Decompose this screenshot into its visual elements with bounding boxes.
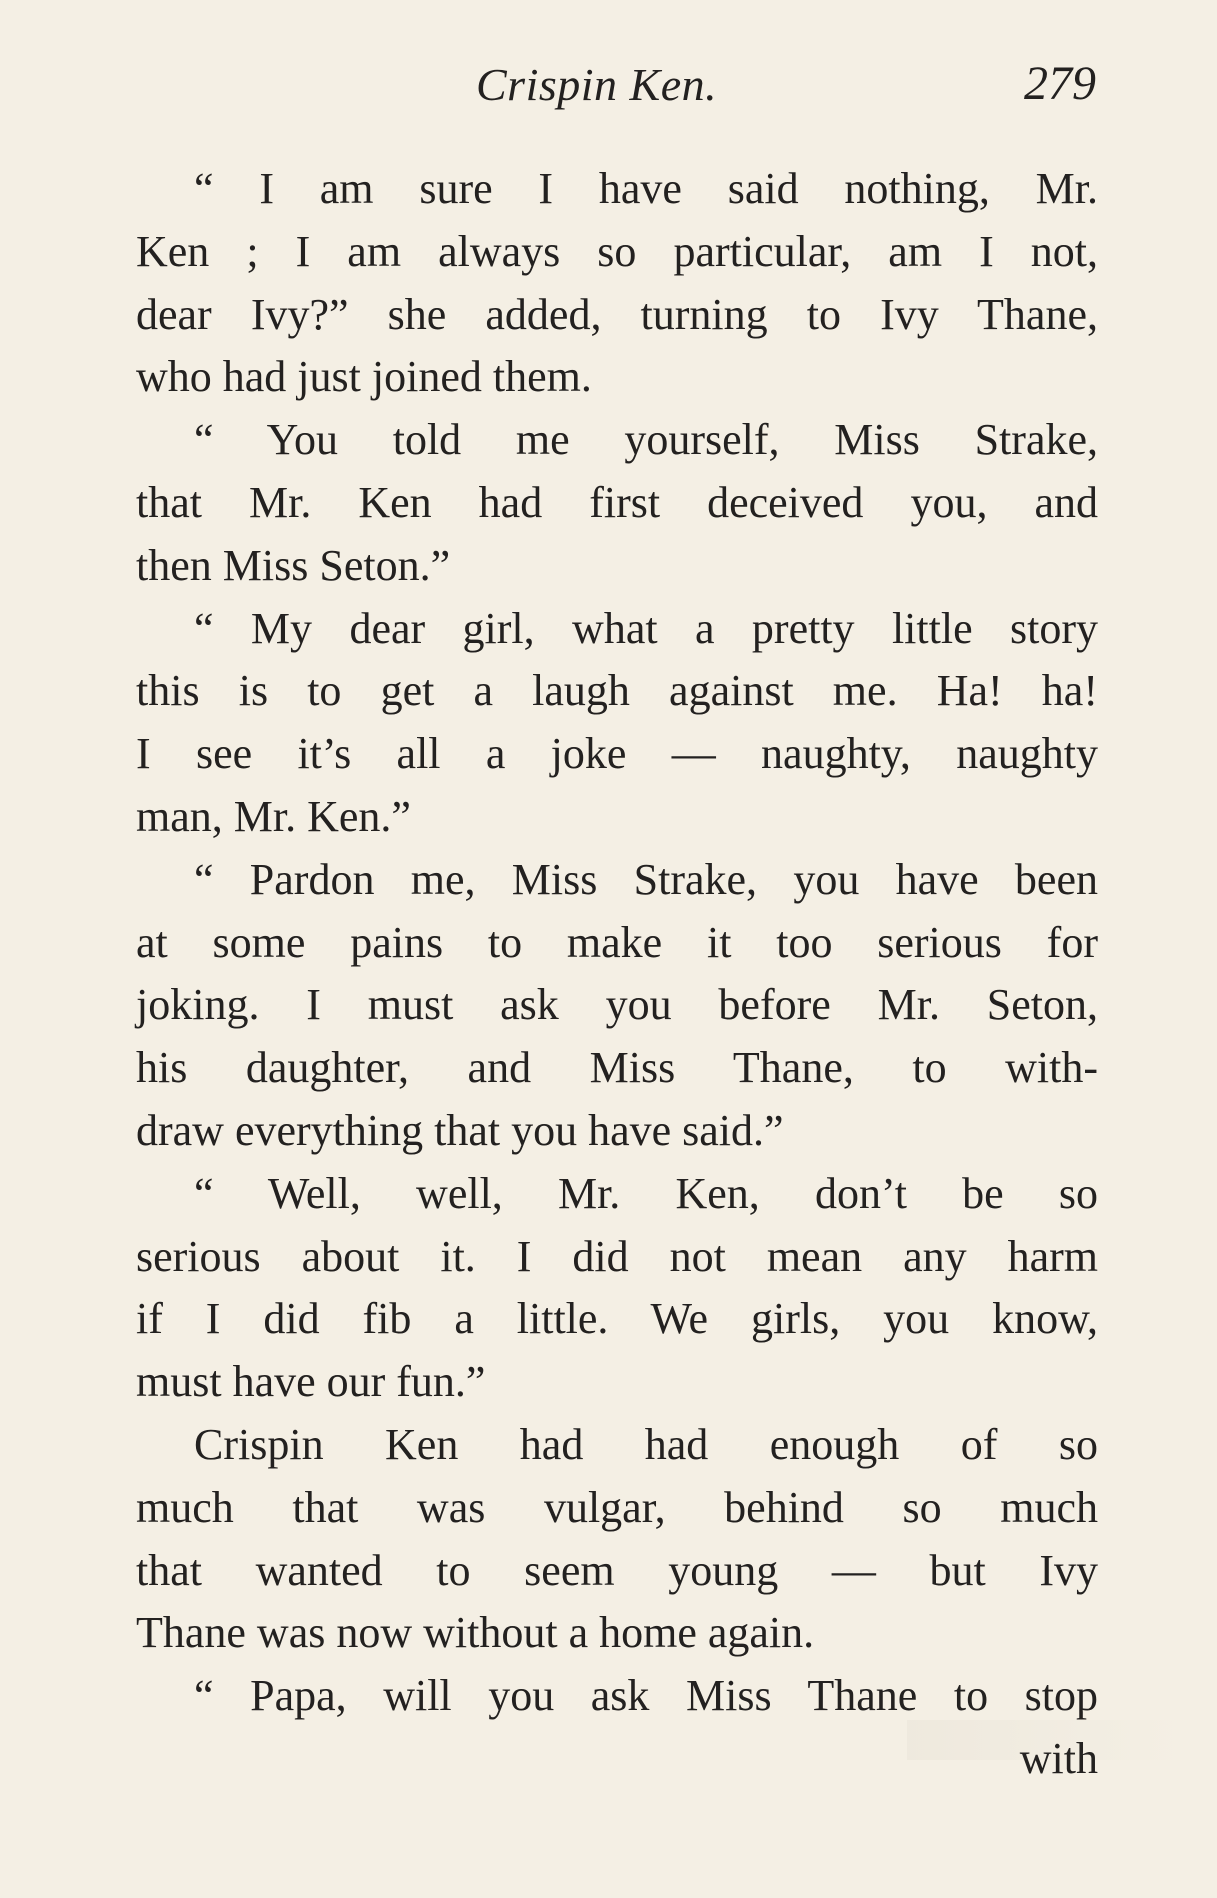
running-title: Crispin Ken.	[476, 59, 718, 110]
text-line: then Miss Seton.”	[136, 540, 451, 590]
catchword: with	[1019, 1733, 1098, 1783]
text-line: dear Ivy?” she added, turning to Ivy Thane,	[136, 289, 1098, 339]
text-line: at some pains to make it too serious for	[136, 917, 1098, 967]
body-text	[136, 158, 1098, 1791]
paper-shadow	[907, 1720, 1187, 1760]
text-line: who had just joined them.	[136, 352, 592, 402]
text-line: that wanted to seem young — but Ivy	[136, 1545, 1098, 1595]
text-line: man, Mr. Ken.”	[136, 791, 411, 841]
text-line: “ My dear girl, what a pretty little story	[194, 603, 1098, 653]
text-line: his daughter, and Miss Thane, to with-	[136, 1043, 1098, 1093]
text-line: that Mr. Ken had first deceived you, and	[136, 477, 1098, 527]
text-line: “ Papa, will you ask Miss Thane to stop	[194, 1671, 1098, 1721]
text-line: draw everything that you have said.”	[136, 1105, 784, 1155]
text-line: Ken ; I am always so particular, am I not,	[136, 226, 1098, 276]
text-line: “ I am sure I have said nothing, Mr.	[194, 164, 1098, 213]
text-line: much that was vulgar, behind so much	[136, 1482, 1098, 1532]
page-header	[136, 46, 1098, 118]
text-line: serious about it. I did not mean any harm	[136, 1231, 1098, 1281]
text-line: Crispin Ken had had enough of so	[194, 1419, 1098, 1469]
text-line: this is to get a laugh against me. Ha! ha!	[136, 666, 1098, 716]
text-line: must have our fun.”	[136, 1357, 486, 1407]
text-line: “ Pardon me, Miss Strake, you have been	[194, 854, 1098, 904]
text-line: Thane was now without a home again.	[136, 1608, 815, 1658]
page-number: 279	[1024, 57, 1096, 110]
text-line: “ Well, well, Mr. Ken, don’t be so	[194, 1168, 1098, 1218]
text-line: “ You told me yourself, Miss Strake,	[194, 415, 1098, 465]
text-line: if I did fib a little. We girls, you know,	[136, 1294, 1098, 1344]
text-line: joking. I must ask you before Mr. Seton,	[136, 980, 1098, 1030]
text-line: I see it’s all a joke — naughty, naughty	[136, 729, 1098, 779]
